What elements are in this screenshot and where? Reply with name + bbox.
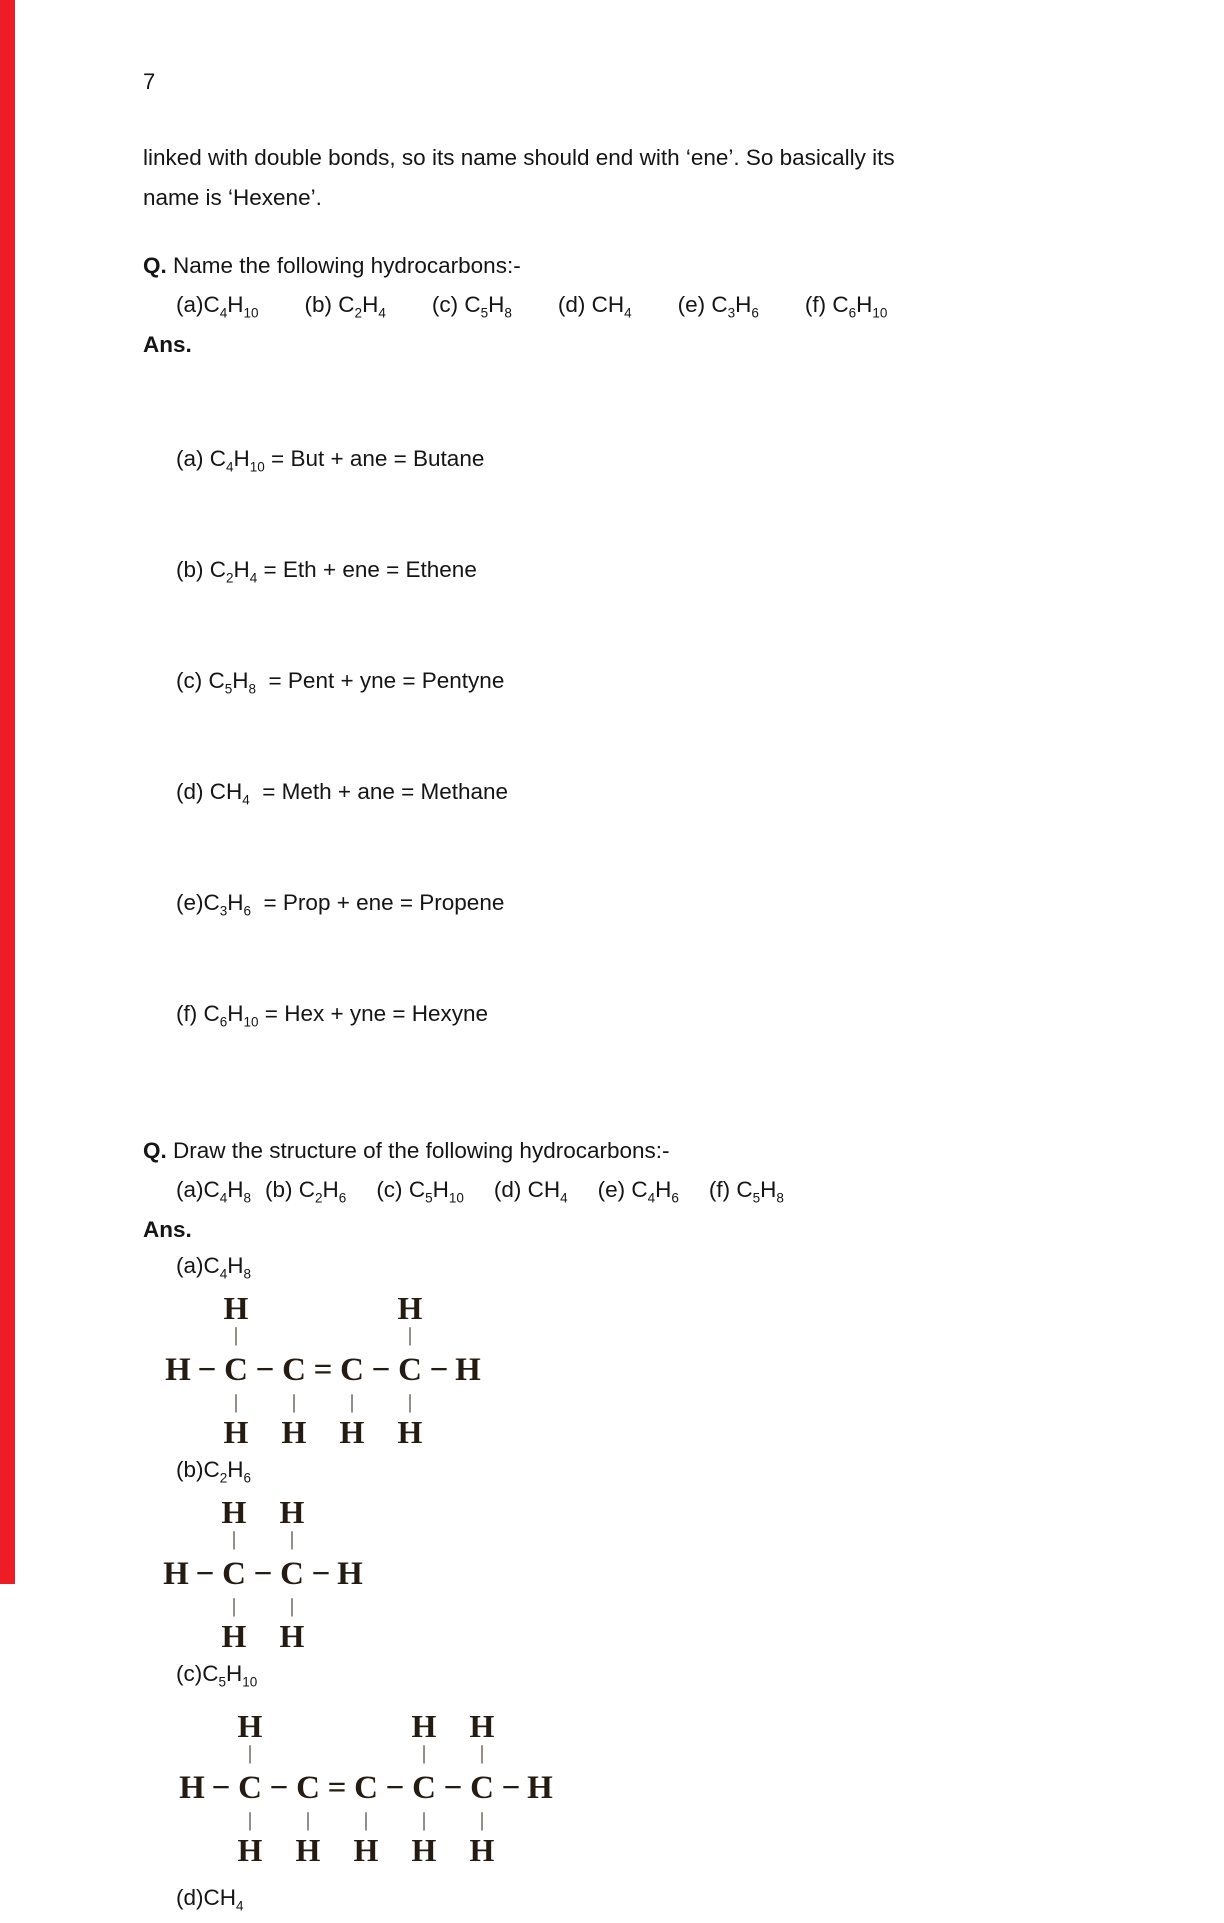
vertical-bond: | (479, 1742, 484, 1764)
option-formula: $C_6H_{10}$ (832, 292, 888, 321)
single-bond: − (197, 1352, 217, 1388)
structure-row (173, 1833, 1123, 1867)
answer-text: = Eth + ene = Ethene (257, 557, 477, 582)
option-item (176, 289, 259, 321)
option-formula: $CH_4$ (527, 1177, 568, 1206)
vertical-bond: | (305, 1809, 310, 1831)
hydrogen-atom: H (165, 1352, 191, 1388)
answers-label-row (143, 1215, 1123, 1245)
question-label: Q. (143, 1138, 167, 1163)
vertical-bond: | (247, 1742, 252, 1764)
vertical-bond: | (233, 1324, 238, 1346)
answer-tag: (d) (176, 779, 210, 804)
structure-tag: (b) (176, 1457, 204, 1482)
option-tag: (a) (176, 1177, 204, 1202)
carbon-atom: C (280, 1556, 304, 1592)
structure-row (159, 1415, 1123, 1449)
structure-row (159, 1348, 1123, 1392)
answer-line (176, 440, 1123, 477)
option-tag: (d) (493, 1177, 528, 1202)
carbon-atom: C (224, 1352, 248, 1388)
answer-formula: $CH_4$ (209, 779, 250, 808)
carbon-atom: C (470, 1770, 494, 1806)
vertical-bond: | (291, 1391, 296, 1413)
option-tag: (d) (557, 292, 592, 317)
carbon-atom: C (238, 1770, 262, 1806)
question-text: Draw the structure of the following hydrocarbons:- (166, 1138, 670, 1163)
hydrogen-atom: H (281, 1414, 307, 1450)
answer-line (176, 884, 1123, 921)
single-bond: − (443, 1770, 463, 1806)
carbon-atom: C (354, 1770, 378, 1806)
hydrogen-atom: H (411, 1832, 437, 1868)
question-1-heading (143, 251, 1123, 281)
option-tag: (e) (597, 1177, 632, 1202)
structure-row (159, 1325, 1123, 1348)
answer-tag: (e) (176, 890, 204, 915)
structure-tag: (a) (176, 1253, 204, 1278)
question-1-options-row (176, 289, 1123, 321)
option-item (376, 1174, 464, 1206)
option-tag: (b) (304, 292, 339, 317)
hydrogen-atom: H (295, 1832, 321, 1868)
structure-row (159, 1392, 1123, 1415)
structure-a-caption (176, 1251, 1123, 1281)
structure-row (157, 1529, 1123, 1552)
single-bond: − (211, 1770, 231, 1806)
question-1-block (143, 251, 1123, 1106)
structure-row (173, 1766, 1123, 1810)
vertical-bond: | (421, 1809, 426, 1831)
single-bond: − (195, 1556, 215, 1592)
structure-formula: $C_4H_8$ (203, 1253, 252, 1282)
option-item (709, 1174, 784, 1206)
option-tag: (f) (804, 292, 833, 317)
option-formula: $C_4H_8$ (203, 1177, 252, 1206)
answer-formula: $C_2H_4$ (209, 557, 258, 586)
hydrogen-atom: H (179, 1770, 205, 1806)
single-bond: − (269, 1770, 289, 1806)
structure-row (157, 1619, 1123, 1653)
double-bond: = (327, 1770, 347, 1806)
structure-diagram-b (157, 1495, 1123, 1653)
option-tag: (e) (677, 292, 712, 317)
hydrogen-atom: H (279, 1494, 305, 1530)
structure-d-caption (176, 1883, 1123, 1913)
vertical-bond: | (363, 1809, 368, 1831)
hydrogen-atom: H (339, 1414, 365, 1450)
hydrogen-atom: H (163, 1556, 189, 1592)
vertical-bond: | (231, 1595, 236, 1617)
structure-formula: $CH_4$ (203, 1885, 244, 1914)
option-formula: $C_4H_6$ (631, 1177, 679, 1206)
option-formula: $CH_4$ (591, 292, 632, 321)
option-item (805, 289, 888, 321)
option-formula: $C_3H_6$ (711, 292, 759, 321)
hydrogen-atom: H (223, 1290, 249, 1326)
question-text: Name the following hydrocarbons:- (166, 253, 521, 278)
answers-label-row (143, 330, 1123, 360)
option-formula: $C_4H_{10}$ (203, 292, 259, 321)
vertical-bond: | (231, 1528, 236, 1550)
hydrogen-atom: H (527, 1770, 553, 1806)
vertical-bond: | (479, 1809, 484, 1831)
answer-formula: $C_5H_8$ (208, 668, 257, 697)
hydrogen-atom: H (221, 1618, 247, 1654)
carbon-atom: C (222, 1556, 246, 1592)
single-bond: − (311, 1556, 331, 1592)
answer-line (176, 773, 1123, 810)
structure-diagram-a (159, 1291, 1123, 1449)
answer-text: = Meth + ane = Methane (249, 779, 509, 804)
option-tag: (c) (376, 1177, 409, 1202)
vertical-bond: | (421, 1742, 426, 1764)
question-2-block (143, 1136, 1123, 1913)
answer-formula: $C_3H_6$ (203, 890, 252, 919)
answer-formula: $C_6H_{10}$ (203, 1001, 259, 1030)
option-formula: $C_2H_6$ (298, 1177, 347, 1206)
answer-formula: $C_4H_{10}$ (209, 446, 265, 475)
vertical-bond: | (407, 1324, 412, 1346)
single-bond: − (429, 1352, 449, 1388)
page-number: 7 (143, 69, 156, 94)
option-item (678, 289, 759, 321)
answer-text: = Pent + yne = Pentyne (256, 668, 505, 693)
structure-row (159, 1291, 1123, 1325)
option-tag: (c) (431, 292, 465, 317)
answer-tag: (f) (176, 1001, 204, 1026)
vertical-bond: | (247, 1809, 252, 1831)
option-formula: $C_2H_4$ (338, 292, 386, 321)
answer-text: = But + ane = Butane (264, 446, 485, 471)
vertical-bond: | (407, 1391, 412, 1413)
option-formula: $C_5H_8$ (464, 292, 512, 321)
hydrogen-atom: H (397, 1414, 423, 1450)
question-2-heading (143, 1136, 1123, 1166)
single-bond: − (385, 1770, 405, 1806)
answer-tag: (b) (176, 557, 210, 582)
structure-row (173, 1709, 1123, 1743)
answer-line (176, 551, 1123, 588)
vertical-bond: | (289, 1595, 294, 1617)
answer-text: = Prop + ene = Propene (251, 890, 505, 915)
single-bond: − (253, 1556, 273, 1592)
structure-formula: $C_5H_{10}$ (202, 1661, 258, 1690)
hydrogen-atom: H (223, 1414, 249, 1450)
structure-c-caption (176, 1659, 1123, 1689)
intro-line-2: name is ‘Hexene’. (143, 185, 322, 210)
intro-paragraph (143, 138, 1123, 218)
option-tag: (b) (265, 1177, 299, 1202)
hydrogen-atom: H (237, 1832, 263, 1868)
question-1-answers-list (176, 366, 1123, 1106)
hydrogen-atom: H (353, 1832, 379, 1868)
structure-row (173, 1810, 1123, 1833)
option-item (598, 1174, 679, 1206)
structure-formula: $C_2H_6$ (203, 1457, 252, 1486)
vertical-bond: | (289, 1528, 294, 1550)
structure-row (157, 1495, 1123, 1529)
hydrogen-atom: H (397, 1290, 423, 1326)
option-formula: $C_5H_8$ (736, 1177, 784, 1206)
carbon-atom: C (296, 1770, 320, 1806)
carbon-atom: C (398, 1352, 422, 1388)
answers-label: Ans. (143, 332, 192, 357)
carbon-atom: C (412, 1770, 436, 1806)
hydrogen-atom: H (469, 1832, 495, 1868)
structure-tag: (c) (176, 1661, 203, 1686)
red-edge-bar (0, 0, 15, 1584)
answer-tag: (a) (176, 446, 210, 471)
option-item (176, 1174, 251, 1206)
hydrogen-atom: H (279, 1618, 305, 1654)
question-2-options-row (176, 1174, 1123, 1206)
carbon-atom: C (282, 1352, 306, 1388)
structure-tag: (d) (176, 1885, 204, 1910)
single-bond: − (371, 1352, 391, 1388)
answer-line (176, 662, 1123, 699)
structure-row (173, 1743, 1123, 1766)
structure-b-caption (176, 1455, 1123, 1485)
carbon-atom: C (340, 1352, 364, 1388)
option-tag: (a) (176, 292, 204, 317)
vertical-bond: | (233, 1391, 238, 1413)
answers-label: Ans. (143, 1217, 192, 1242)
option-item (494, 1174, 568, 1206)
option-item (558, 289, 632, 321)
structure-row (157, 1552, 1123, 1596)
answer-tag: (c) (176, 668, 209, 693)
vertical-bond: | (349, 1391, 354, 1413)
option-item (305, 289, 386, 321)
hydrogen-atom: H (237, 1708, 263, 1744)
structure-diagram-c (173, 1709, 1123, 1867)
option-item (432, 289, 512, 321)
hydrogen-atom: H (221, 1494, 247, 1530)
option-tag: (f) (708, 1177, 737, 1202)
question-label: Q. (143, 253, 167, 278)
single-bond: − (501, 1770, 521, 1806)
hydrogen-atom: H (411, 1708, 437, 1744)
option-item (265, 1174, 346, 1206)
single-bond: − (255, 1352, 275, 1388)
answer-text: = Hex + yne = Hexyne (258, 1001, 489, 1026)
hydrogen-atom: H (455, 1352, 481, 1388)
hydrogen-atom: H (337, 1556, 363, 1592)
document-page (143, 0, 1123, 1923)
structure-row (157, 1596, 1123, 1619)
option-formula: $C_5H_{10}$ (408, 1177, 464, 1206)
hydrogen-atom: H (469, 1708, 495, 1744)
double-bond: = (313, 1352, 333, 1388)
answer-line (176, 995, 1123, 1032)
intro-line-1: linked with double bonds, so its name should end with ‘ene’. So basically its (143, 145, 895, 170)
